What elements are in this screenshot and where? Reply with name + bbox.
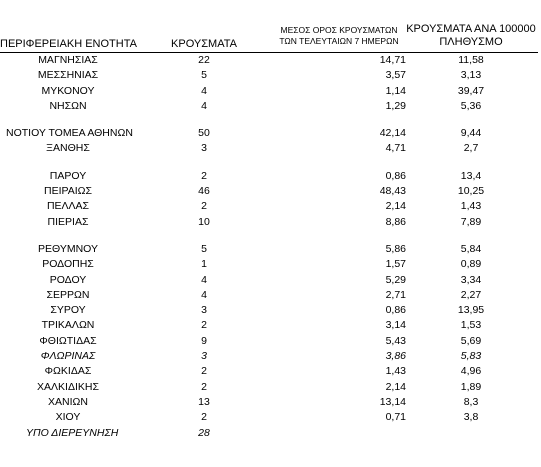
table-row (0, 349, 541, 364)
avg-cell: 14,71 (379, 54, 406, 66)
per-cell: 2,27 (460, 288, 482, 301)
avg-cell: 1,43 (385, 365, 406, 378)
header-cases: ΚΡΟΥΣΜΑΤΑ (171, 38, 237, 50)
per-cell: 7,89 (460, 215, 482, 228)
table-row (0, 68, 541, 83)
cases-cell: 4 (201, 288, 207, 301)
per-cell: 1,43 (460, 200, 482, 213)
cases-cell: 50 (198, 127, 210, 140)
per-cell: 13,4 (460, 169, 482, 182)
per-cell: 3,8 (463, 411, 479, 424)
avg-cell: 5,86 (385, 242, 406, 255)
avg-cell: 0,86 (385, 304, 406, 317)
area-cell: ΧΑΝΙΩΝ (48, 395, 88, 408)
per-cell: 1,53 (460, 319, 482, 332)
investigation-cases: 28 (198, 426, 210, 439)
avg-cell: 3,57 (385, 69, 406, 82)
cases-cell: 3 (201, 304, 207, 317)
area-cell: ΦΩΚΙΔΑΣ (44, 365, 92, 378)
area-cell: ΦΘΙΩΤΙΔΑΣ (39, 334, 97, 347)
table-row (0, 395, 541, 410)
header-seven-day-average (272, 25, 406, 47)
area-cell: ΡΟΔΟΠΗΣ (42, 258, 94, 271)
area-cell: ΦΛΩΡΙΝΑΣ (40, 350, 96, 363)
avg-cell: 1,57 (385, 258, 406, 271)
area-cell: ΝΗΣΩΝ (49, 99, 87, 112)
area-cell: ΣΕΡΡΩΝ (46, 288, 90, 301)
per-cell: 8,3 (463, 395, 479, 408)
per-cell: 10,25 (457, 185, 485, 198)
area-cell: ΡΕΘΥΜΝΟΥ (37, 242, 98, 255)
per-cell: 0,89 (460, 258, 482, 271)
avg-cell: 0,71 (385, 411, 406, 424)
area-cell: ΠΑΡΟΥ (49, 169, 87, 182)
avg-cell: 2,14 (385, 200, 406, 213)
avg-cell: 3,14 (385, 319, 406, 332)
per-cell: 1,89 (460, 380, 482, 393)
avg-cell: 4,71 (385, 142, 406, 155)
header-avg-line1: ΜΕΣΟΣ ΟΡΟΣ ΚΡΟΥΣΜΑΤΩΝ (280, 25, 398, 35)
table-row (0, 257, 541, 272)
cases-cell: 2 (201, 365, 207, 378)
table-row (0, 169, 541, 184)
per-cell: 9,44 (460, 127, 482, 140)
cases-cell: 4 (201, 84, 207, 97)
avg-cell: 42,14 (379, 127, 406, 140)
area-cell: ΠΕΛΛΑΣ (46, 200, 90, 213)
per-cell: 5,83 (460, 350, 482, 363)
area-cell: ΡΟΔΟΥ (49, 273, 87, 286)
table-row (0, 126, 541, 141)
investigation-row (0, 426, 541, 441)
area-cell: ΜΑΓΝΗΣΙΑΣ (38, 54, 98, 66)
avg-cell: 0,86 (385, 169, 406, 182)
table-row (0, 364, 541, 379)
per-cell: 2,7 (463, 142, 479, 155)
cases-cell: 13 (198, 395, 210, 408)
cases-cell: 2 (201, 319, 207, 332)
table-row (0, 199, 541, 214)
header-per-line1: ΚΡΟΥΣΜΑΤΑ ΑΝΑ 100000 (406, 23, 536, 35)
table-row (0, 334, 541, 349)
area-cell: ΠΙΕΡΙΑΣ (47, 215, 89, 228)
investigation-label: ΥΠΟ ΔΙΕΡΕΥΝΗΣΗ (26, 426, 119, 439)
header-area: ΠΕΡΙΦΕΡΕΙΑΚΗ ΕΝΟΤΗΤΑ (0, 38, 137, 50)
area-cell: ΣΥΡΟΥ (50, 304, 86, 317)
table-row (0, 215, 541, 230)
header-avg-line2: ΤΩΝ ΤΕΛΕΥΤΑΙΩΝ 7 ΗΜΕΡΩΝ (279, 36, 399, 46)
cases-cell: 22 (198, 54, 210, 66)
table-row (0, 273, 541, 288)
cases-cell: 2 (201, 169, 207, 182)
cases-cell: 4 (201, 273, 207, 286)
per-cell: 13,95 (457, 304, 485, 317)
cases-cell: 2 (201, 200, 207, 213)
area-cell: ΧΙΟΥ (55, 411, 81, 424)
cases-cell: 3 (201, 350, 207, 363)
cases-cell: 2 (201, 380, 207, 393)
avg-cell: 5,43 (385, 334, 406, 347)
area-cell: ΝΟΤΙΟΥ ΤΟΜΕΑ ΑΘΗΝΩΝ (6, 127, 133, 140)
avg-cell: 13,14 (379, 395, 406, 408)
per-cell: 39,47 (457, 84, 485, 97)
cases-cell: 10 (198, 215, 210, 228)
table-body (0, 53, 541, 441)
area-cell: ΤΡΙΚΑΛΩΝ (41, 319, 95, 332)
per-cell: 11,58 (458, 54, 484, 66)
header-per-100000 (404, 23, 538, 49)
avg-cell: 2,71 (385, 288, 406, 301)
avg-cell: 1,29 (385, 99, 406, 112)
table-row (0, 303, 541, 318)
per-cell: 3,13 (460, 69, 482, 82)
cases-cell: 46 (198, 185, 210, 198)
cases-cell: 9 (201, 334, 207, 347)
table-row (0, 288, 541, 303)
cases-cell: 3 (201, 142, 207, 155)
table-row (0, 410, 541, 425)
area-cell: ΜΕΣΣΗΝΙΑΣ (37, 69, 99, 82)
avg-cell: 2,14 (385, 380, 406, 393)
cases-cell: 4 (201, 99, 207, 112)
cases-cell: 2 (201, 411, 207, 424)
per-cell: 5,69 (460, 334, 482, 347)
per-cell: 4,96 (460, 365, 482, 378)
area-cell: ΜΥΚΟΝΟΥ (41, 84, 95, 97)
table-row (0, 84, 541, 99)
table-row (0, 184, 541, 199)
table-row (0, 242, 541, 257)
per-cell: 3,34 (460, 273, 482, 286)
table-row (0, 141, 541, 156)
cases-cell: 5 (201, 69, 207, 82)
per-cell: 5,36 (460, 99, 482, 112)
cases-cell: 5 (201, 242, 207, 255)
table-row (0, 99, 541, 114)
table-row (0, 53, 541, 68)
per-cell: 5,84 (460, 242, 482, 255)
avg-cell: 48,43 (379, 185, 406, 198)
area-cell: ΠΕΙΡΑΙΩΣ (44, 185, 92, 198)
avg-cell: 5,29 (385, 273, 406, 286)
table-row (0, 318, 541, 333)
area-cell: ΧΑΛΚΙΔΙΚΗΣ (37, 380, 99, 393)
table-row (0, 380, 541, 395)
cases-cell: 1 (201, 258, 207, 271)
avg-cell: 8,86 (385, 215, 406, 228)
area-cell: ΞΑΝΘΗΣ (46, 142, 90, 155)
header-per-line2: ΠΛΗΘΥΣΜΟ (439, 36, 503, 48)
avg-cell: 3,86 (385, 350, 406, 363)
avg-cell: 1,14 (385, 84, 406, 97)
